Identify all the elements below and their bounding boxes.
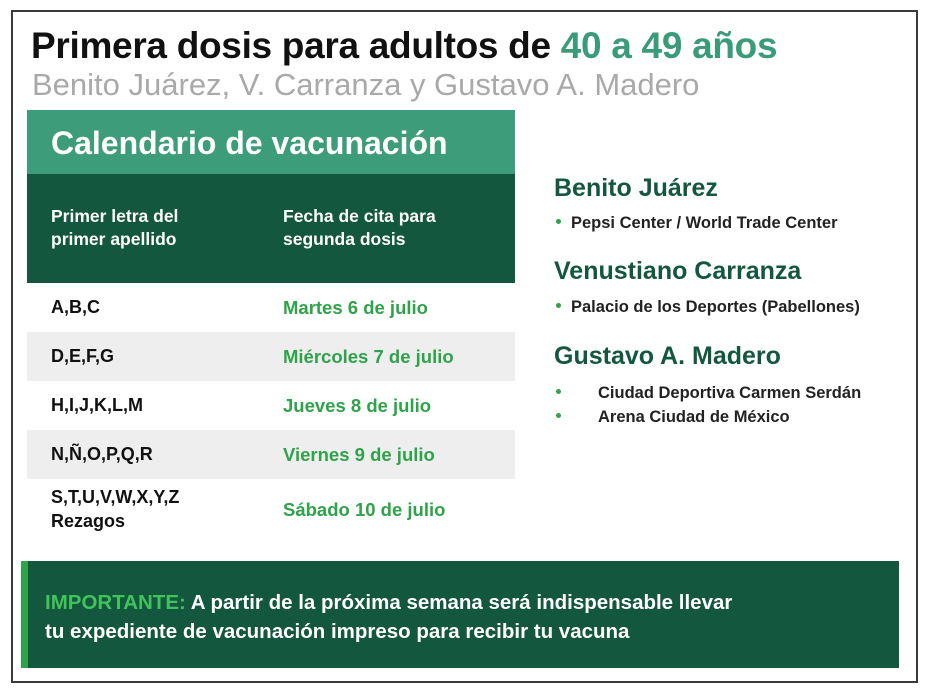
column-header-date-line2: segunda dosis bbox=[283, 229, 406, 249]
row-date: Martes 6 de julio bbox=[283, 297, 428, 318]
bullet-icon bbox=[556, 219, 561, 224]
row-date: Sábado 10 de julio bbox=[283, 499, 446, 520]
location-group-gustavo-a-madero bbox=[554, 342, 861, 429]
bullet-icon bbox=[556, 413, 561, 418]
page-subtitle: Benito Juárez, V. Carranza y Gustavo A. Madero bbox=[32, 67, 700, 102]
venue-name: Palacio de los Deportes (Pabellones) bbox=[571, 298, 860, 316]
bullet-icon bbox=[556, 303, 561, 308]
venue-item bbox=[554, 211, 838, 235]
location-group-venustiano-carranza bbox=[554, 257, 860, 319]
row-date: Viernes 9 de julio bbox=[283, 444, 435, 465]
venue-item bbox=[554, 295, 860, 319]
banner-line1 bbox=[45, 588, 885, 617]
location-title: Benito Juárez bbox=[554, 174, 718, 202]
important-label: IMPORTANTE: bbox=[45, 591, 186, 614]
title-main: Primera dosis para adultos de bbox=[31, 25, 551, 66]
column-header-letter-line2: primer apellido bbox=[51, 229, 177, 249]
row-date: Miércoles 7 de julio bbox=[283, 346, 454, 367]
row-letters: A,B,C bbox=[51, 297, 100, 317]
row-letters: N,Ñ,O,P,Q,R bbox=[51, 444, 153, 464]
table-row bbox=[27, 283, 515, 332]
location-title: Venustiano Carranza bbox=[554, 257, 802, 285]
column-header-date bbox=[283, 205, 503, 251]
page-title bbox=[31, 25, 777, 67]
table-row bbox=[27, 381, 515, 430]
row-letters-line2: Rezagos bbox=[51, 511, 126, 531]
column-header-letter-line1: Primer letra del bbox=[51, 206, 179, 226]
venue-item bbox=[554, 381, 861, 405]
table-row bbox=[27, 332, 515, 381]
venue-name: Pepsi Center / World Trade Center bbox=[571, 214, 838, 232]
banner-line2: tu expediente de vacunación impreso para recibir tu vacuna bbox=[45, 620, 630, 643]
column-header-date-line1: Fecha de cita para bbox=[283, 206, 436, 226]
title-age-range: 40 a 49 años bbox=[560, 25, 778, 66]
banner-line1-text: A partir de la próxima semana será indispensable llevar bbox=[190, 591, 733, 614]
venue-name: Arena Ciudad de México bbox=[598, 408, 790, 426]
row-letters: H,I,J,K,L,M bbox=[51, 395, 144, 415]
table-row bbox=[27, 430, 515, 479]
infographic-frame bbox=[11, 10, 918, 683]
row-date: Jueves 8 de julio bbox=[283, 395, 432, 416]
calendar-column-header bbox=[27, 174, 515, 283]
banner-accent-bar bbox=[21, 561, 28, 668]
column-header-letter bbox=[51, 205, 251, 251]
row-letters: D,E,F,G bbox=[51, 346, 115, 366]
bullet-icon bbox=[556, 389, 561, 394]
row-letters bbox=[51, 485, 179, 533]
row-letters-line1: S,T,U,V,W,X,Y,Z bbox=[51, 487, 180, 507]
calendar-heading: Calendario de vacunación bbox=[27, 110, 515, 174]
location-title: Gustavo A. Madero bbox=[554, 342, 781, 370]
venue-name: Ciudad Deportiva Carmen Serdán bbox=[598, 384, 862, 402]
banner-text bbox=[45, 588, 885, 646]
table-row bbox=[27, 479, 515, 541]
location-group-benito-juarez bbox=[554, 174, 838, 235]
venue-item bbox=[554, 405, 861, 429]
important-banner bbox=[21, 561, 899, 668]
